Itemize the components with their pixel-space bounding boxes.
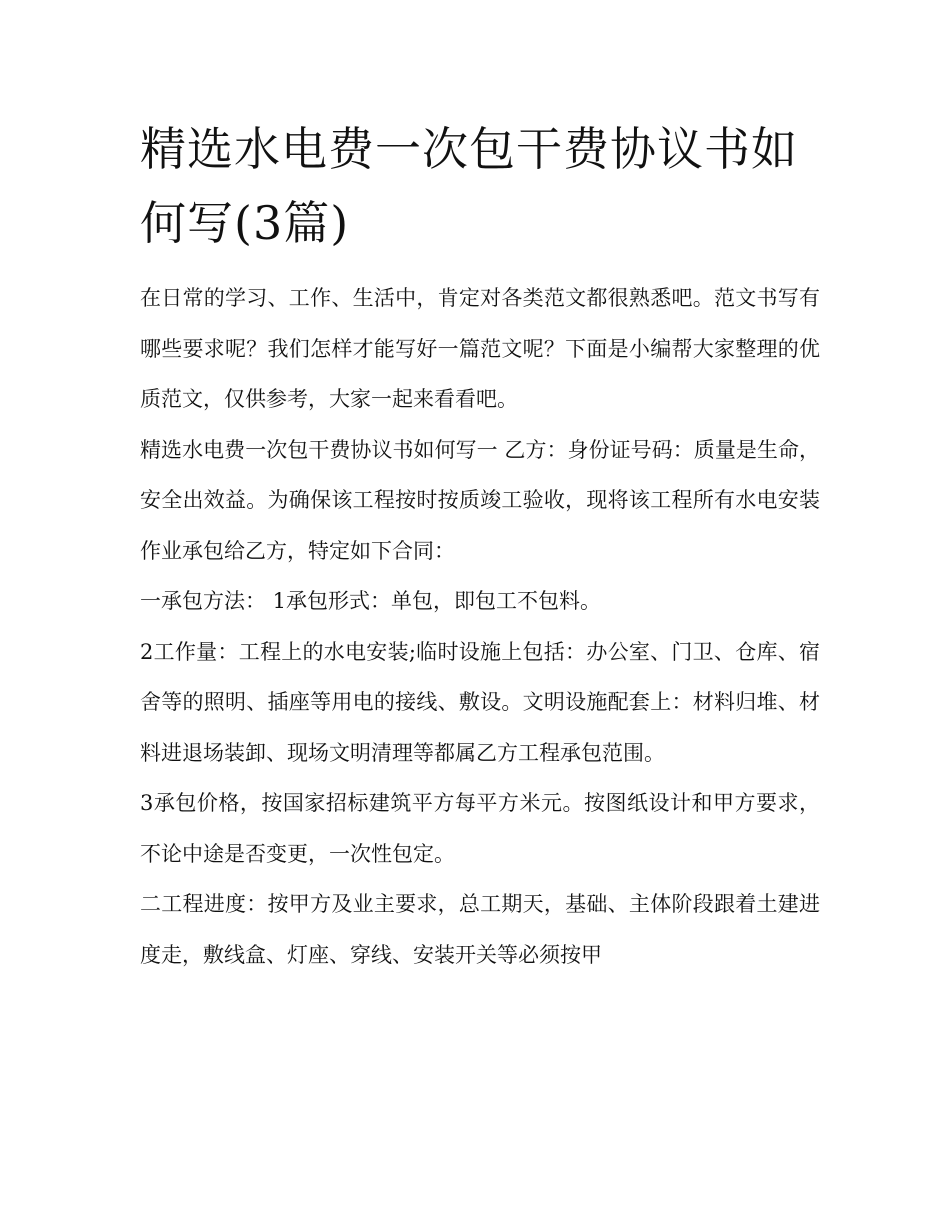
body-paragraph-1: 精选水电费一次包干费协议书如何写一 乙方：身份证号码：质量是生命，安全出效益。为确保该工程按时按质竣工验收，现将该工程所有水电安装作业承包给乙方，特定如下合同： <box>140 437 820 563</box>
document-title: 精选水电费一次包干费协议书如何写(3篇) <box>140 122 798 250</box>
body-paragraph-2: 一承包方法： 1承包形式：单包，即包工不包料。 <box>140 589 602 613</box>
body-paragraph-3: 2工作量：工程上的水电安装;临时设施上包括：办公室、门卫、仓库、宿舍等的照明、插座等用电的接线、敷设。文明设施配套上：材料归堆、材料进退场装卸、现场文明清理等都属乙方工程承包范围。 <box>140 639 820 765</box>
document-page <box>140 112 820 980</box>
intro-paragraph: 在日常的学习、工作、生活中，肯定对各类范文都很熟悉吧。范文书写有哪些要求呢？我们怎样才能写好一篇范文呢？下面是小编帮大家整理的优质范文，仅供参考，大家一起来看看吧。 <box>140 286 820 411</box>
body-paragraph-4: 3承包价格，按国家招标建筑平方每平方米元。按图纸设计和甲方要求，不论中途是否变更，一次性包定。 <box>140 791 820 866</box>
body-paragraph-5: 二工程进度：按甲方及业主要求，总工期天，基础、主体阶段跟着土建进度走，敷线盒、灯座、穿线、安装开关等必须按甲 <box>140 892 820 967</box>
